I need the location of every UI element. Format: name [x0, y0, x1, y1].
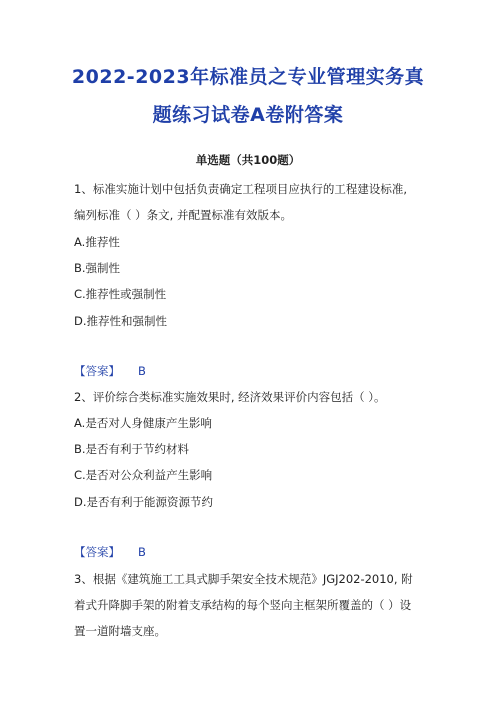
answer-label: 【答案】 [74, 545, 120, 559]
document-title-line-2: 题练习试卷A卷附答案 [152, 104, 344, 126]
question-3-stem-line-1: 3、根据《建筑施工工具式脚手架安全技术规范》JGJ202-2010, 附 [74, 572, 413, 586]
answer-value: B [138, 545, 146, 559]
question-1-option-c: C.推荐性或强制性 [74, 287, 167, 301]
question-1-option-a: A.推荐性 [74, 235, 120, 249]
answer-value: B [138, 364, 146, 378]
section-heading: 单选题（共100题） [195, 153, 301, 167]
document-title-line-1: 2022-2023年标准员之专业管理实务真 [71, 66, 425, 88]
question-1-option-d: D.推荐性和强制性 [74, 314, 168, 328]
question-3-stem-line-3: 置一道附墙支座。 [74, 624, 166, 638]
question-3-stem-line-2: 着式升降脚手架的附着支承结构的每个竖向主框架所覆盖的（ ）设 [74, 598, 412, 612]
question-2-option-d: D.是否有利于能源资源节约 [74, 495, 214, 509]
question-1-stem-line-1: 1、标准实施计划中包括负责确定工程项目应执行的工程建设标准, [74, 182, 407, 196]
question-1-stem-line-2: 编列标准（ ）条文, 并配置标准有效版本。 [74, 208, 292, 222]
question-2-answer [74, 544, 146, 560]
question-2-option-c: C.是否对公众利益产生影响 [74, 468, 213, 482]
question-1-option-b: B.强制性 [74, 261, 121, 275]
question-2-option-b: B.是否有利于节约材料 [74, 442, 190, 456]
question-2-stem-line-1: 2、评价综合类标准实施效果时, 经济效果评价内容包括（ ）。 [74, 390, 386, 404]
answer-label: 【答案】 [74, 364, 120, 378]
question-2-option-a: A.是否对人身健康产生影响 [74, 416, 212, 430]
question-1-answer [74, 363, 146, 379]
